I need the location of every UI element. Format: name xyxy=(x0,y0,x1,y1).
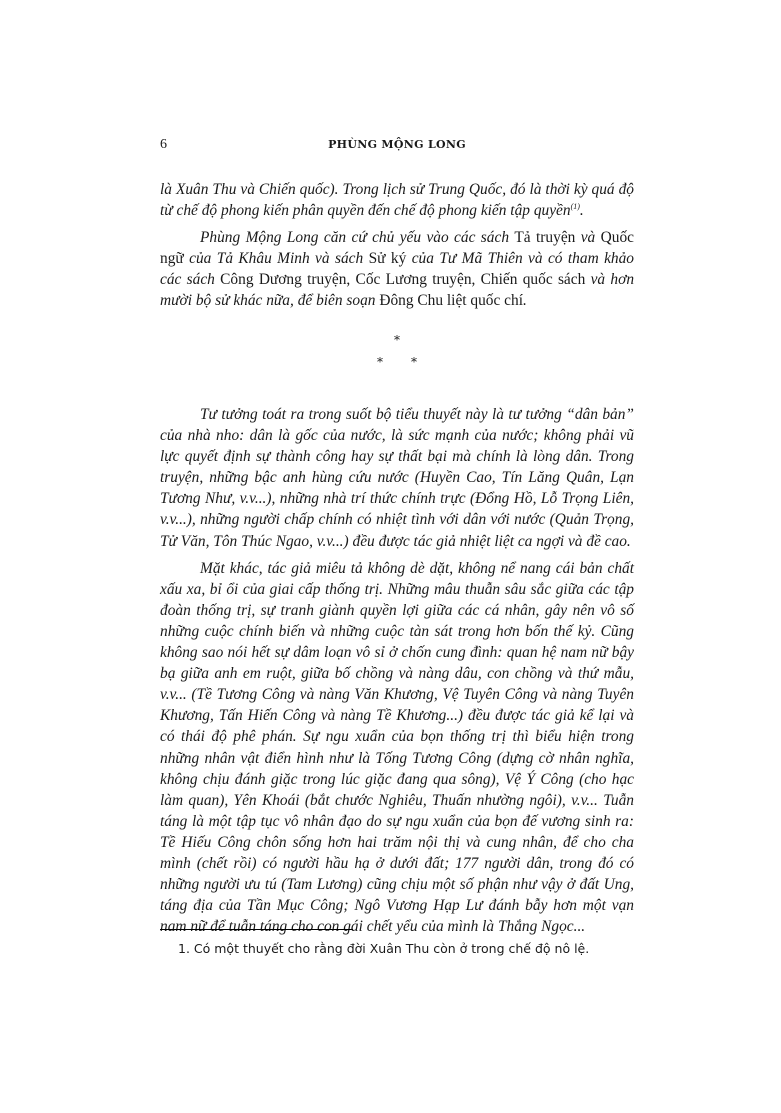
asterisk: * xyxy=(411,355,417,369)
text-run: của Tả Khâu Minh và sách xyxy=(183,250,369,268)
page-header xyxy=(160,137,634,157)
section-separator-bottom xyxy=(160,355,634,369)
asterisk: * xyxy=(377,355,383,369)
footnote-rule xyxy=(160,929,353,930)
book-title: Đông Chu liệt quốc chí xyxy=(379,292,523,310)
paragraph-text: . xyxy=(579,202,584,220)
text-run: và hơn mười bộ sử khác nữa, để biên soạn xyxy=(160,271,635,310)
running-title: PHÙNG MỘNG LONG xyxy=(328,138,466,151)
page-number: 6 xyxy=(160,137,167,152)
body-section-2 xyxy=(160,404,634,937)
text-run: . xyxy=(522,292,527,310)
body-section-1 xyxy=(160,179,634,312)
asterisk: * xyxy=(394,333,400,347)
book-title: Công Dương truyện, Cốc Lương truyện, Chiến quốc sách xyxy=(220,271,586,289)
paragraph: Mặt khác, tác giả miêu tả không dè dặt, không nể nang cái bản chất xấu xa, bỉ ổi của giai cấp thống trị. Những mâu thuẫn sâu sắc giữa các tập đoàn thống trị, sự tranh giành quyền lợi giữa các cá nhân, gây nên vô số những cuộc chính biến và những cuộc tàn sát trong hơn bốn thế kỷ. Cũng không sao nói hết sự dâm loạn vô sỉ ở chốn cung đình: quan hệ nam nữ bậy bạ giữa anh em ruột, giữa bố chồng và nàng dâu, con chồng và thứ mẫu, v.v... (Tề Tương Công và nàng Văn Khương, Vệ Tuyên Công và nàng Tuyên Khương, Tấn Hiến Công và nàng Tề Khương...) đều được tác giả kể lại và có thái độ phê phán. Sự ngu xuẩn của bọn thống trị thì biểu hiện trong những nhân vật điển hình như là Tống Tương Công (dựng cờ nhân nghĩa, không chịu đánh giặc trong lúc giặc đang qua sông), Vệ Ý Công (cho hạc làm quan), Yên Khoái (bắt chước Nghiêu, Thuấn nhường ngôi), v.v... Tuẫn táng là một tập tục vô nhân đạo do sự ngu xuẩn của bọn đế vương sinh ra: Tề Hiếu Công chôn sống hơn hai trăm nội thị và cung nhân, để cho cha mình (chết rồi) có người hầu hạ ở dưới đất; 177 người dân, trong đó có những người ưu tú (Tam Lương) cũng chịu một số phận như vậy ở đất Ung, táng địa của Tần Mục Công; Ngô Vương Hạp Lư đánh bẫy hơn một vạn nam nữ để tuẫn táng cho con gái chết yểu của mình là Thắng Ngọc... xyxy=(160,559,634,936)
paragraph xyxy=(160,227,634,311)
footnote: 1. Có một thuyết cho rằng đời Xuân Thu còn ở trong chế độ nô lệ. xyxy=(178,941,590,956)
paragraph xyxy=(160,179,634,221)
book-title: Sử ký xyxy=(368,250,407,268)
text-run: Phùng Mộng Long căn cứ chủ yếu vào các sách xyxy=(200,229,515,247)
paragraph: Tư tưởng toát ra trong suốt bộ tiểu thuyết này là tư tưởng “dân bản” của nhà nho: dân là gốc của nước, là sức mạnh của nước; không phải vũ lực quyết định sự thành công hay sự thất bại mà chính là lòng dân. Trong truyện, những bậc anh hùng cứu nước (Huyền Cao, Tín Lăng Quân, Lạn Tương Như, v.v...), những nhà trí thức chính trực (Đổng Hồ, Lỗ Trọng Liên, v.v...), những người chấp chính có nhiệt tình với dân với nước (Quản Trọng, Tử Văn, Tôn Thúc Ngao, v.v...) đều được tác giả nhiệt liệt ca ngợi và đề cao. xyxy=(160,406,634,550)
book-title: Tả truyện xyxy=(514,229,576,247)
text-run: của Tư Mã Thiên và có tham khảo các sách xyxy=(160,250,634,289)
footnote-ref[interactable]: (1) xyxy=(570,201,580,211)
book-title: Quốc ngữ xyxy=(160,229,634,268)
paragraph-text: là Xuân Thu và Chiến quốc). Trong lịch sử Trung Quốc, đó là thời kỳ quá độ từ chế độ phong kiến phân quyền đến chế độ phong kiến tập quyền xyxy=(160,181,634,220)
section-separator-top xyxy=(160,333,634,347)
text-run: và xyxy=(575,229,601,247)
